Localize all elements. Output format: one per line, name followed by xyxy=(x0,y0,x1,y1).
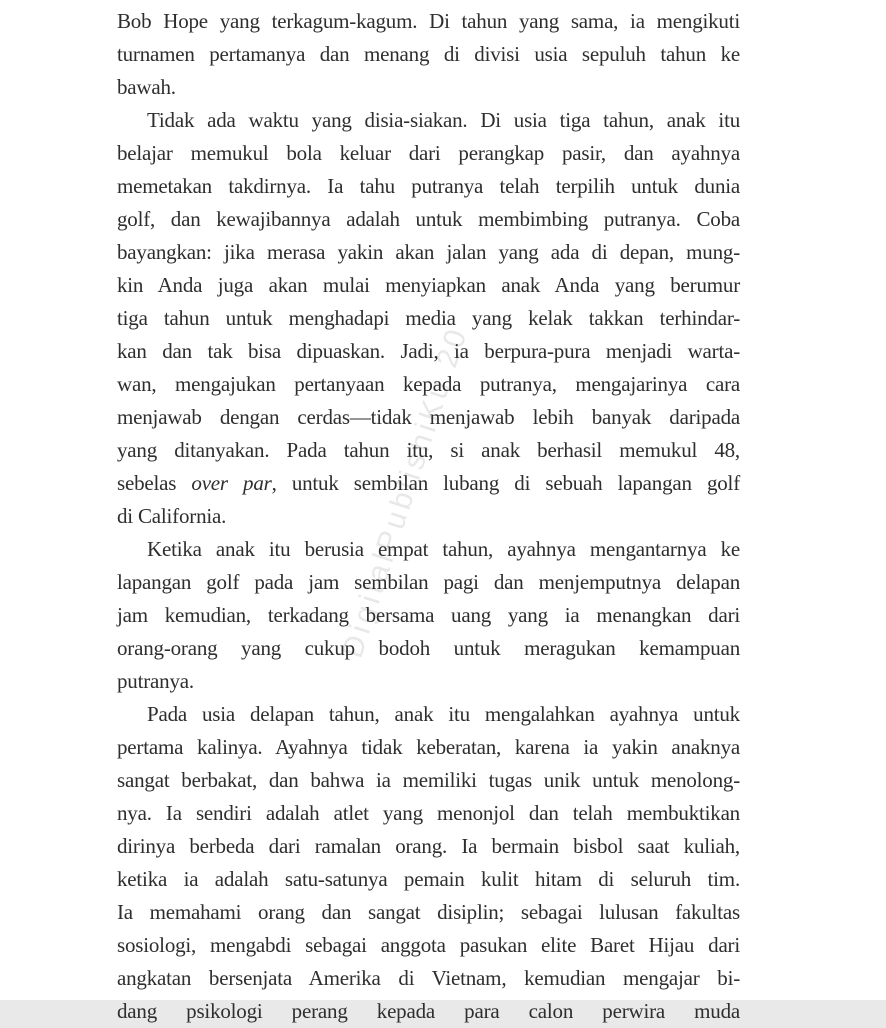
text-line: menjawab dengan cerdas—tidak menjawab lebih banyak daripada xyxy=(117,405,740,429)
text-line: Bob Hope yang terkagum-kagum. Di tahun yang sama, ia mengikuti xyxy=(117,9,740,33)
watermark-text: DigitalPublishiKu 20 xyxy=(335,321,475,662)
text-line: Tidak ada waktu yang disia-siakan. Di usia tiga tahun, anak itu xyxy=(147,108,740,132)
text-line: Pada usia delapan tahun, anak itu mengalahkan ayahnya untuk xyxy=(147,702,740,726)
text-line: jam kemudian, terkadang bersama uang yang ia menangkan dari xyxy=(117,603,740,627)
text-line: sosiologi, mengabdi sebagai anggota pasukan elite Baret Hijau dari xyxy=(117,933,740,957)
text-line: wan, mengajukan pertanyaan kepada putranya, mengajarinya cara xyxy=(117,372,740,396)
text-line: turnamen pertamanya dan menang di divisi usia sepuluh tahun ke xyxy=(117,42,740,66)
text-line: dirinya berbeda dari ramalan orang. Ia bermain bisbol saat kuliah, xyxy=(117,834,740,858)
text-line: ketika ia adalah satu-satunya pemain kulit hitam di seluruh tim. xyxy=(117,867,740,891)
text-line: bawah. xyxy=(117,75,176,99)
text-line: nya. Ia sendiri adalah atlet yang menonjol dan telah membuktikan xyxy=(117,801,740,825)
text-line: memetakan takdirnya. Ia tahu putranya telah terpilih untuk dunia xyxy=(117,174,740,198)
text-line: sangat berbakat, dan bahwa ia memiliki tugas unik untuk menolong- xyxy=(117,768,740,792)
text-block xyxy=(117,5,740,1028)
text-line: di California. xyxy=(117,504,227,528)
text-line: Ia memahami orang dan sangat disiplin; sebagai lulusan fakultas xyxy=(117,900,740,924)
text-line: kan dan tak bisa dipuaskan. Jadi, ia berpura-pura menjadi warta- xyxy=(117,339,740,363)
clipped-line-bottom: dang psikologi perang kepada para calon perwira muda xyxy=(117,999,740,1023)
text-line: bayangkan: jika merasa yakin akan jalan yang ada di depan, mung- xyxy=(117,240,740,264)
text-line: pertama kalinya. Ayahnya tidak keberatan, karena ia yakin anaknya xyxy=(117,735,740,759)
text-line: putranya. xyxy=(117,669,194,693)
text-line: tiga tahun untuk menghadapi media yang kelak takkan terhindar- xyxy=(117,306,740,330)
text-line: kin Anda juga akan mulai menyiapkan anak Anda yang berumur xyxy=(117,273,740,297)
text-line: golf, dan kewajibannya adalah untuk membimbing putranya. Coba xyxy=(117,207,740,231)
text-line: orang-orang yang cukup bodoh untuk meragukan kemampuan xyxy=(117,636,740,660)
text-line: yang ditanyakan. Pada tahun itu, si anak berhasil memukul 48, xyxy=(117,438,740,462)
text-line: Ketika anak itu berusia empat tahun, ayahnya mengantarnya ke xyxy=(147,537,740,561)
text-line: sebelas over par, untuk sembilan lubang di sebuah lapangan golf xyxy=(117,471,740,495)
text-line: angkatan bersenjata Amerika di Vietnam, kemudian mengajar bi- xyxy=(117,966,740,990)
text-line: lapangan golf pada jam sembilan pagi dan menjemputnya delapan xyxy=(117,570,740,594)
text-line: belajar memukul bola keluar dari perangkap pasir, dan ayahnya xyxy=(117,141,740,165)
